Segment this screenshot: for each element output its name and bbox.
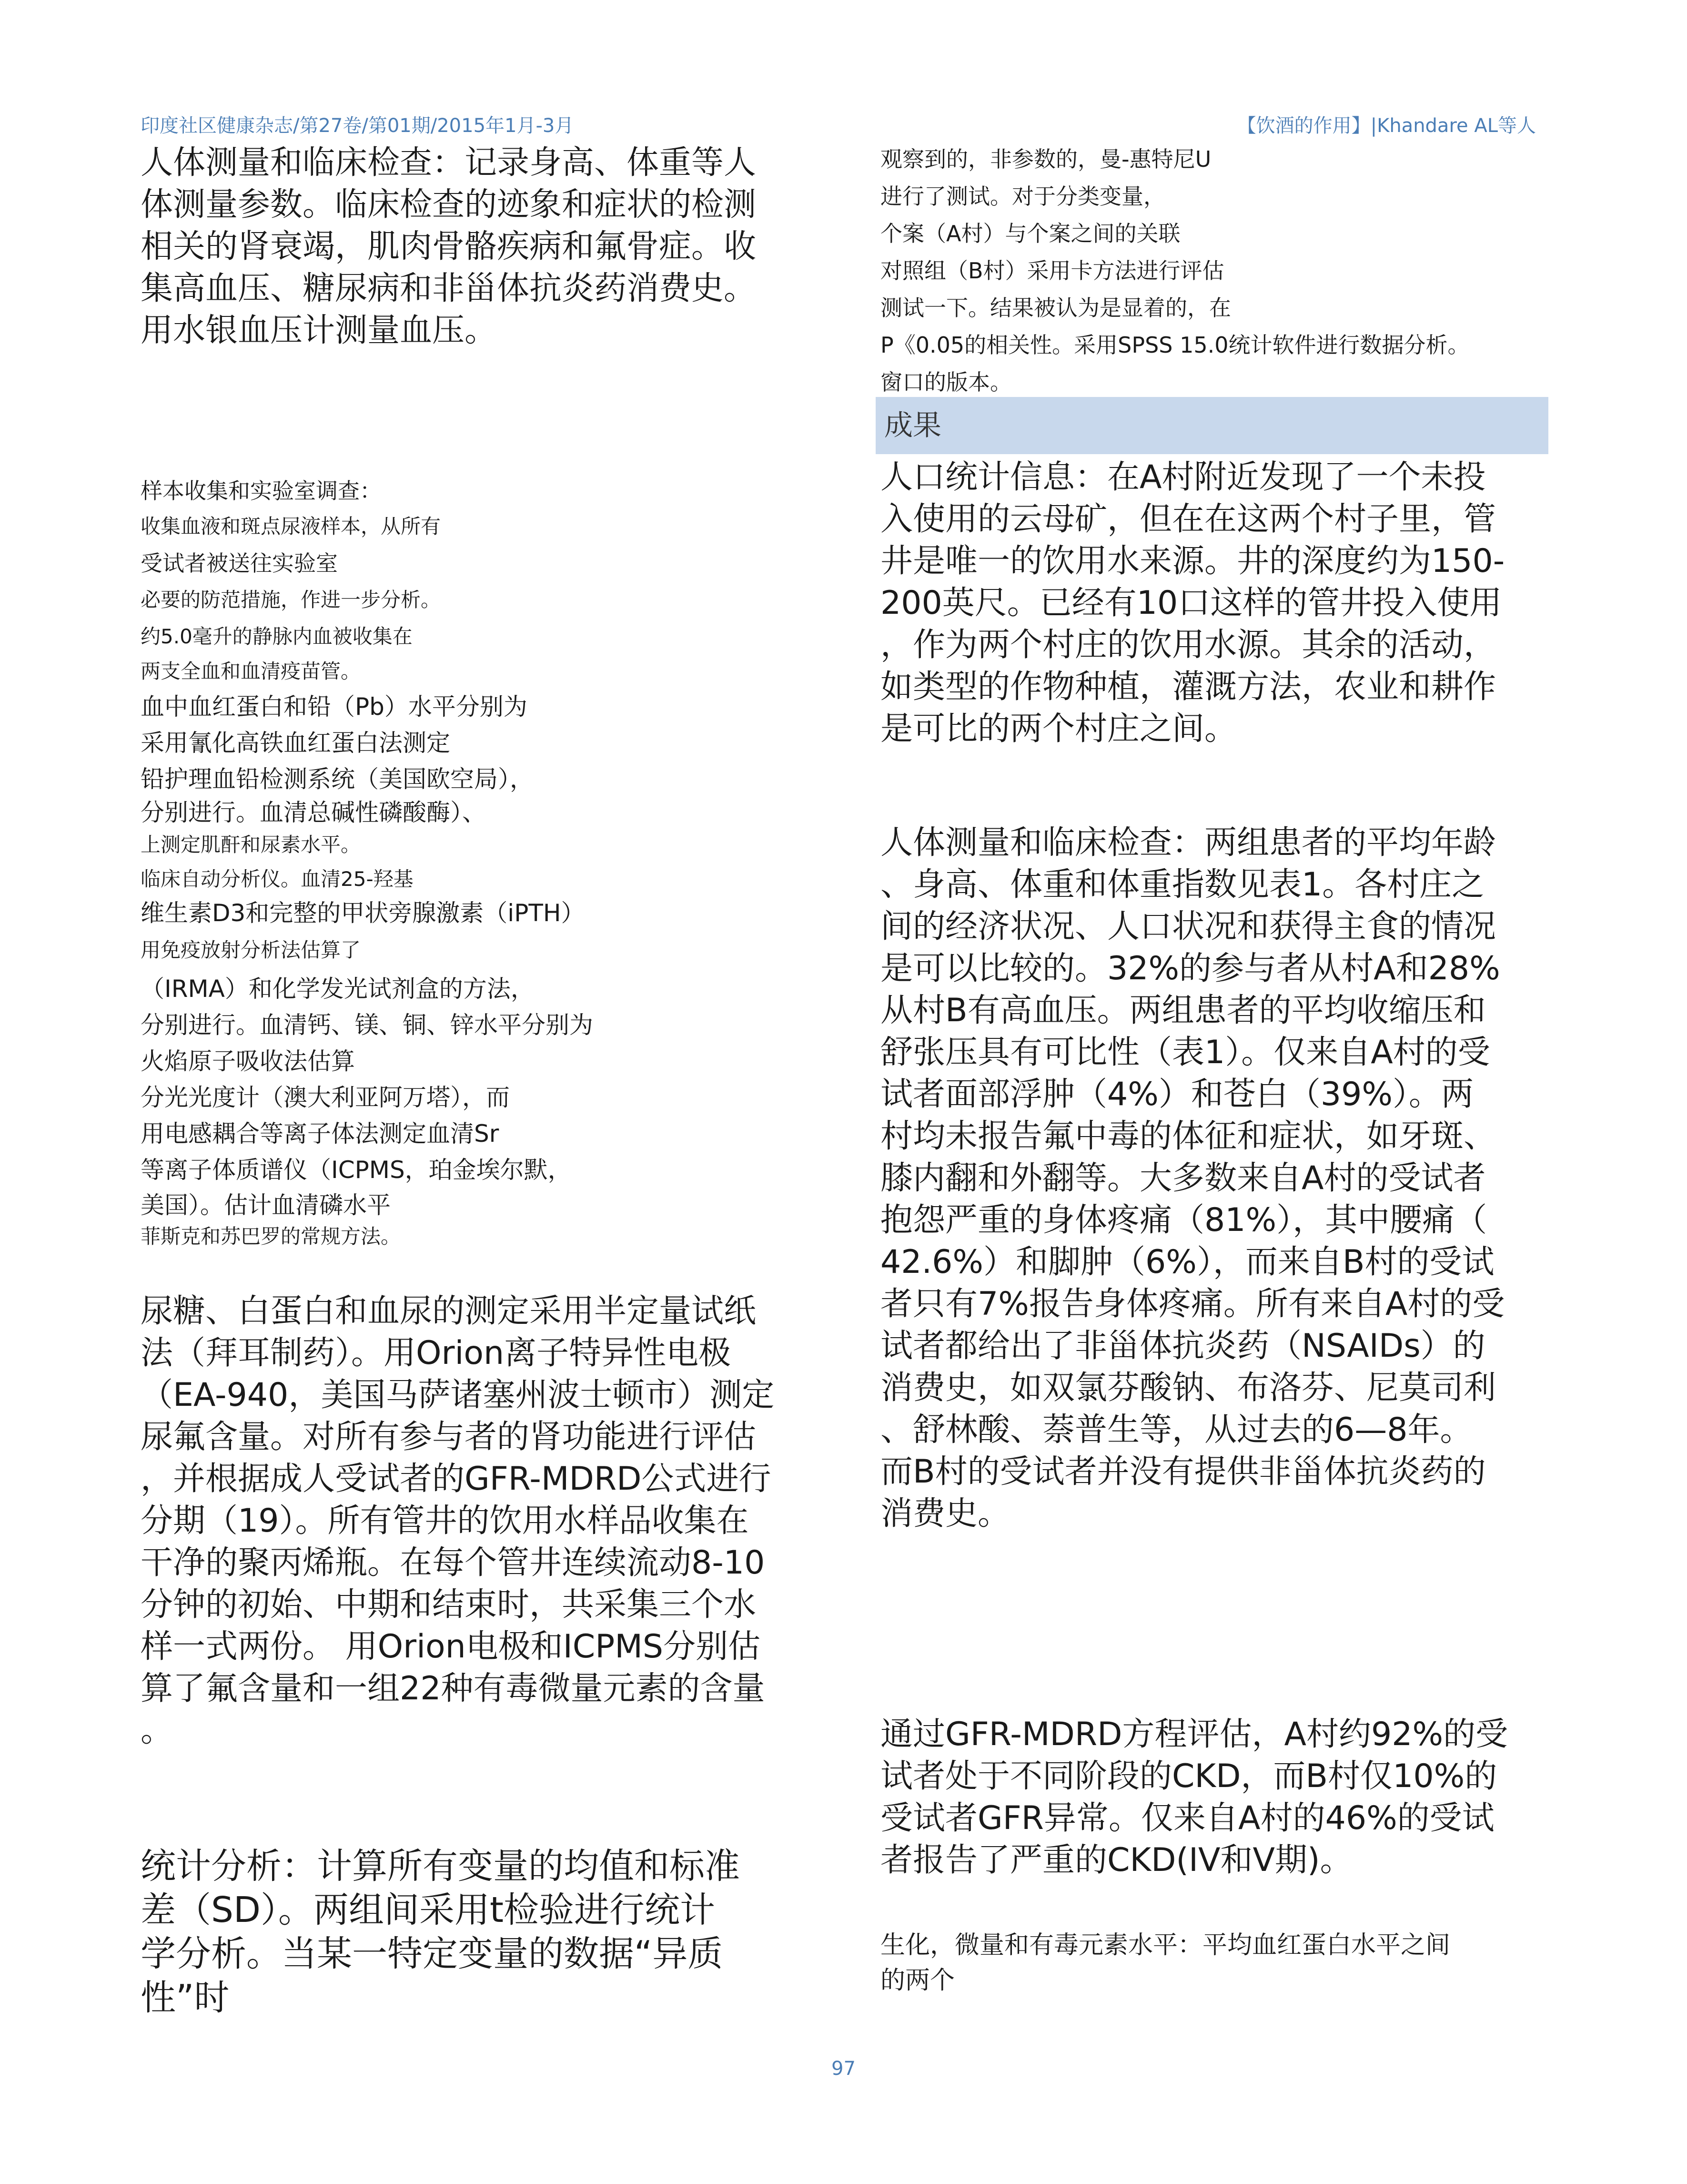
text-line: 尿氟含量。对所有参与者的肾功能进行评估 (141, 1418, 757, 1456)
text-line: 人体测量和临床检查：两组患者的平均年龄 (880, 824, 1496, 862)
text-line: 用免疫放射分析法估算了 (141, 938, 361, 962)
section-heading-results: 成果 (876, 397, 1548, 454)
text-line: 膝内翻和外翻等。大多数来自A村的受试者 (880, 1159, 1486, 1197)
left-stats-paragraph (141, 1844, 740, 2020)
text-line: 消费史，如双氯芬酸钠、布洛芬、尼莫司利 (880, 1369, 1496, 1407)
running-header-left: 印度社区健康杂志/第27卷/第01期/2015年1月-3月 (141, 115, 574, 137)
left-urine-paragraph (141, 1290, 774, 1752)
text-line: 者只有7%报告身体疼痛。所有来自A村的受 (880, 1285, 1505, 1323)
text-line: 的两个 (880, 1966, 955, 1995)
text-line: 窗口的版本。 (880, 369, 1012, 395)
text-line: 者报告了严重的CKD(IV和V期)。 (880, 1841, 1353, 1879)
text-line: 入使用的云母矿，但在在这两个村子里，管 (880, 500, 1496, 538)
text-line: 舒张压具有可比性（表1）。仅来自A村的受 (880, 1034, 1490, 1071)
text-line: 上测定肌酐和尿素水平。 (141, 833, 361, 856)
text-line: 受试者GFR异常。仅来自A村的46%的受试 (880, 1799, 1495, 1837)
text-line: 用水银血压计测量血压。 (141, 312, 497, 349)
text-line: 干净的聚丙烯瓶。在每个管井连续流动8-10 (141, 1544, 765, 1582)
page-number: 97 (831, 2058, 856, 2080)
text-line: 分别进行。血清总碱性磷酸酶）、 (141, 799, 486, 826)
text-line: 村均未报告氟中毒的体征和症状，如牙斑、 (880, 1117, 1496, 1155)
text-line: 样本收集和实验室调查： (141, 478, 382, 504)
running-header-right: 【饮酒的作用】|Khandare AL等人 (1237, 115, 1536, 137)
text-line: 两支全血和血清疫苗管。 (141, 660, 361, 683)
right-gfr-paragraph (880, 1714, 1508, 1881)
text-line: 收集血液和斑点尿液样本，从所有 (141, 515, 441, 538)
text-line: 分别进行。血清钙、镁、铜、锌水平分别为 (141, 1011, 593, 1039)
text-line: 样一式两份。 用Orion电极和ICPMS分别估 (141, 1628, 761, 1666)
text-line: 分期（19）。所有管井的饮用水样品收集在 (141, 1502, 749, 1540)
text-line: 用电感耦合等离子体法测定血清Sr (141, 1120, 499, 1148)
text-line: 受试者被送往实验室 (141, 550, 338, 576)
text-line: 测试一下。结果被认为是显着的，在 (880, 295, 1231, 321)
text-line: 体测量参数。临床检查的迹象和症状的检测 (141, 186, 757, 223)
text-line: 试者处于不同阶段的CKD，而B村仅10%的 (880, 1757, 1497, 1795)
text-line: 分钟的初始、中期和结束时，共采集三个水 (141, 1586, 757, 1624)
right-biochem-paragraph (880, 1928, 1450, 1998)
text-line: 井是唯一的饮用水来源。井的深度约为150- (880, 542, 1505, 580)
text-line: 人口统计信息：在A村附近发现了一个未投 (880, 458, 1486, 496)
right-demographics-paragraph (880, 457, 1505, 750)
text-line: 通过GFR-MDRD方程评估，A村约92%的受 (880, 1716, 1508, 1753)
text-line: 如类型的作物种植，灌溉方法，农业和耕作 (880, 668, 1496, 706)
text-line: 抱怨严重的身体疼痛（81%），其中腰痛（ (880, 1201, 1487, 1239)
text-line: 相关的肾衰竭，肌肉骨骼疾病和氟骨症。收 (141, 228, 757, 265)
text-line: （IRMA）和化学发光试剂盒的方法， (141, 975, 535, 1003)
text-line: 间的经济状况、人口状况和获得主食的情况 (880, 908, 1496, 945)
text-line: 人体测量和临床检查：记录身高、体重等人 (141, 144, 757, 182)
text-line: 约5.0毫升的静脉内血被收集在 (141, 625, 413, 648)
text-line: ，并根据成人受试者的GFR-MDRD公式进行 (141, 1460, 771, 1498)
text-line: 生化，微量和有毒元素水平：平均血红蛋白水平之间 (880, 1931, 1451, 1960)
text-line: 试者都给出了非甾体抗炎药（NSAIDs）的 (880, 1327, 1485, 1365)
text-line: 个案（A村）与个案之间的关联 (880, 221, 1181, 246)
text-line: 、身高、体重和体重指数见表1。各村庄之 (880, 866, 1485, 904)
text-line: 算了氟含量和一组22种有毒微量元素的含量 (141, 1670, 765, 1707)
text-line: 42.6%）和脚肿（6%），而来自B村的受试 (880, 1243, 1495, 1281)
text-line: 尿糖、白蛋白和血尿的测定采用半定量试纸 (141, 1292, 757, 1330)
text-line: 性”时 (141, 1977, 230, 2018)
text-line: 、舒林酸、萘普生等，从过去的6—8年。 (880, 1411, 1473, 1449)
text-line: 是可比的两个村庄之间。 (880, 710, 1237, 748)
text-line: 血中血红蛋白和铅（Pb）水平分别为 (141, 693, 527, 721)
text-line: 对照组（B村）采用卡方法进行评估 (880, 258, 1224, 284)
text-line: 集高血压、糖尿病和非甾体抗炎药消费史。 (141, 270, 757, 307)
text-line: 试者面部浮肿（4%）和苍白（39%）。两 (880, 1076, 1474, 1113)
text-line: 临床自动分析仪。血清25-羟基 (141, 867, 414, 891)
text-line: 美国）。估计血清磷水平 (141, 1191, 391, 1219)
text-line: 学分析。当某一特定变量的数据“异质 (141, 1933, 723, 1974)
text-line: 是可以比较的。32%的参与者从村A和28% (880, 950, 1500, 987)
left-anthro-paragraph (141, 142, 756, 352)
text-line: 差（SD）。两组间采用t检验进行统计 (141, 1889, 715, 1930)
text-line: 观察到的，非参数的，曼-惠特尼U (880, 146, 1212, 172)
text-line: 而B村的受试者并没有提供非甾体抗炎药的 (880, 1453, 1486, 1491)
text-line: 消费史。 (880, 1495, 1010, 1533)
text-line: 等离子体质谱仪（ICPMS，珀金埃尔默， (141, 1156, 572, 1184)
text-line: 分光光度计（澳大利亚阿万塔），而 (141, 1084, 510, 1111)
text-line: 铅护理血铅检测系统（美国欧空局）， (141, 765, 534, 793)
text-line: 进行了测试。对于分类变量， (880, 183, 1165, 209)
text-line: 菲斯克和苏巴罗的常规方法。 (141, 1225, 401, 1248)
text-line: 采用氰化高铁血红蛋白法测定 (141, 729, 450, 757)
text-line: 法（拜耳制药）。用Orion离子特异性电极 (141, 1334, 731, 1372)
text-line: ，作为两个村庄的饮用水源。其余的活动， (880, 626, 1496, 664)
text-line: 200英尺。已经有10口这样的管井投入使用 (880, 584, 1502, 622)
text-line: 火焰原子吸收法估算 (141, 1047, 355, 1075)
right-anthro-paragraph (880, 822, 1505, 1535)
right-stats-continuation (880, 141, 1470, 401)
text-line: 。 (141, 1712, 173, 1749)
text-line: 从村B有高血压。两组患者的平均收缩压和 (880, 992, 1486, 1029)
text-line: 维生素D3和完整的甲状旁腺激素（iPTH） (141, 899, 585, 927)
text-line: 统计分析：计算所有变量的均值和标准 (141, 1846, 740, 1887)
left-sample-paragraph (141, 474, 593, 1251)
text-line: （EA-940，美国马萨诸塞州波士顿市）测定 (141, 1376, 775, 1414)
text-line: P《0.05的相关性。采用SPSS 15.0统计软件进行数据分析。 (880, 332, 1470, 358)
text-line: 必要的防范措施，作进一步分析。 (141, 588, 441, 611)
